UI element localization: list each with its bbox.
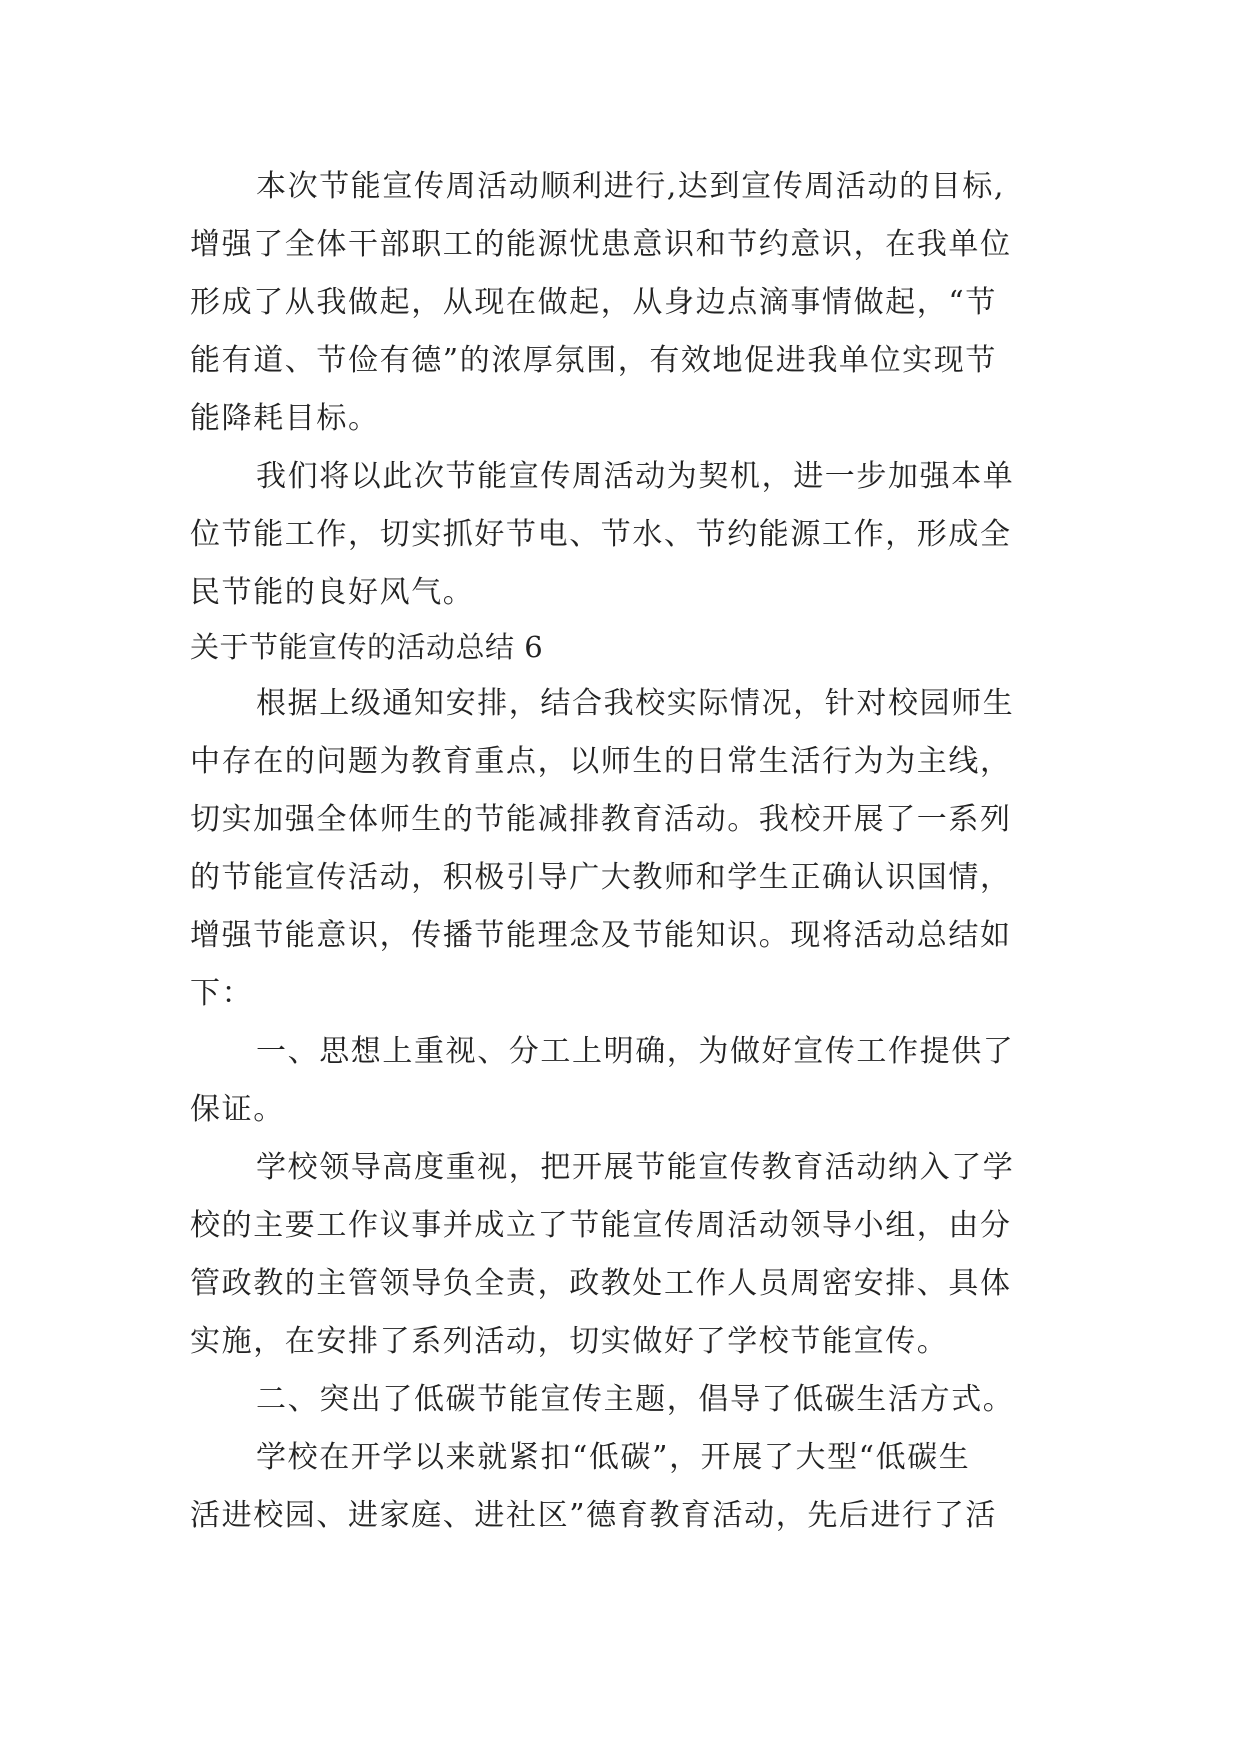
paragraph-line: 学校在开学以来就紧扣“低碳”，开展了大型“低碳生 (256, 1440, 971, 1475)
paragraph-line: 保证。 (190, 1092, 285, 1127)
paragraph-line: 中存在的问题为教育重点，以师生的日常生活行为为主线， (190, 744, 1012, 779)
paragraph-line: 能有道、节俭有德”的浓厚氛围，有效地促进我单位实现节 (190, 343, 997, 378)
section-heading: 关于节能宣传的活动总结 6 (190, 630, 544, 664)
paragraph-line: 位节能工作，切实抓好节电、节水、节约能源工作，形成全 (190, 517, 1012, 552)
paragraph-line: 增强节能意识，传播节能理念及节能知识。现将活动总结如 (190, 918, 1012, 953)
paragraph-line: 一、思想上重视、分工上明确，为做好宣传工作提供了 (256, 1034, 1015, 1069)
paragraph-line: 形成了从我做起，从现在做起，从身边点滴事情做起，“节 (190, 285, 997, 320)
paragraph-line: 的节能宣传活动，积极引导广大教师和学生正确认识国情， (190, 860, 1012, 895)
paragraph-line: 能降耗目标。 (190, 401, 380, 436)
paragraph-line: 民节能的良好风气。 (190, 575, 475, 610)
paragraph-line: 校的主要工作议事并成立了节能宣传周活动领导小组，由分 (190, 1208, 1012, 1243)
paragraph-line: 管政教的主管领导负全责，政教处工作人员周密安排、具体 (190, 1266, 1012, 1301)
paragraph-line: 二、突出了低碳节能宣传主题，倡导了低碳生活方式。 (256, 1382, 1015, 1417)
paragraph-line: 增强了全体干部职工的能源忧患意识和节约意识，在我单位 (190, 227, 1012, 262)
paragraph-line: 学校领导高度重视，把开展节能宣传教育活动纳入了学 (256, 1150, 1015, 1185)
paragraph-line: 活进校园、进家庭、进社区”德育教育活动，先后进行了活 (190, 1498, 997, 1533)
paragraph-line: 下： (190, 976, 254, 1011)
paragraph-line: 我们将以此次节能宣传周活动为契机，进一步加强本单 (256, 459, 1015, 494)
paragraph-line: 本次节能宣传周活动顺利进行,达到宣传周活动的目标, (256, 169, 1006, 204)
paragraph-line: 根据上级通知安排，结合我校实际情况，针对校园师生 (256, 686, 1015, 721)
paragraph-line: 切实加强全体师生的节能减排教育活动。我校开展了一系列 (190, 802, 1012, 837)
paragraph-line: 实施，在安排了系列活动，切实做好了学校节能宣传。 (190, 1324, 949, 1359)
